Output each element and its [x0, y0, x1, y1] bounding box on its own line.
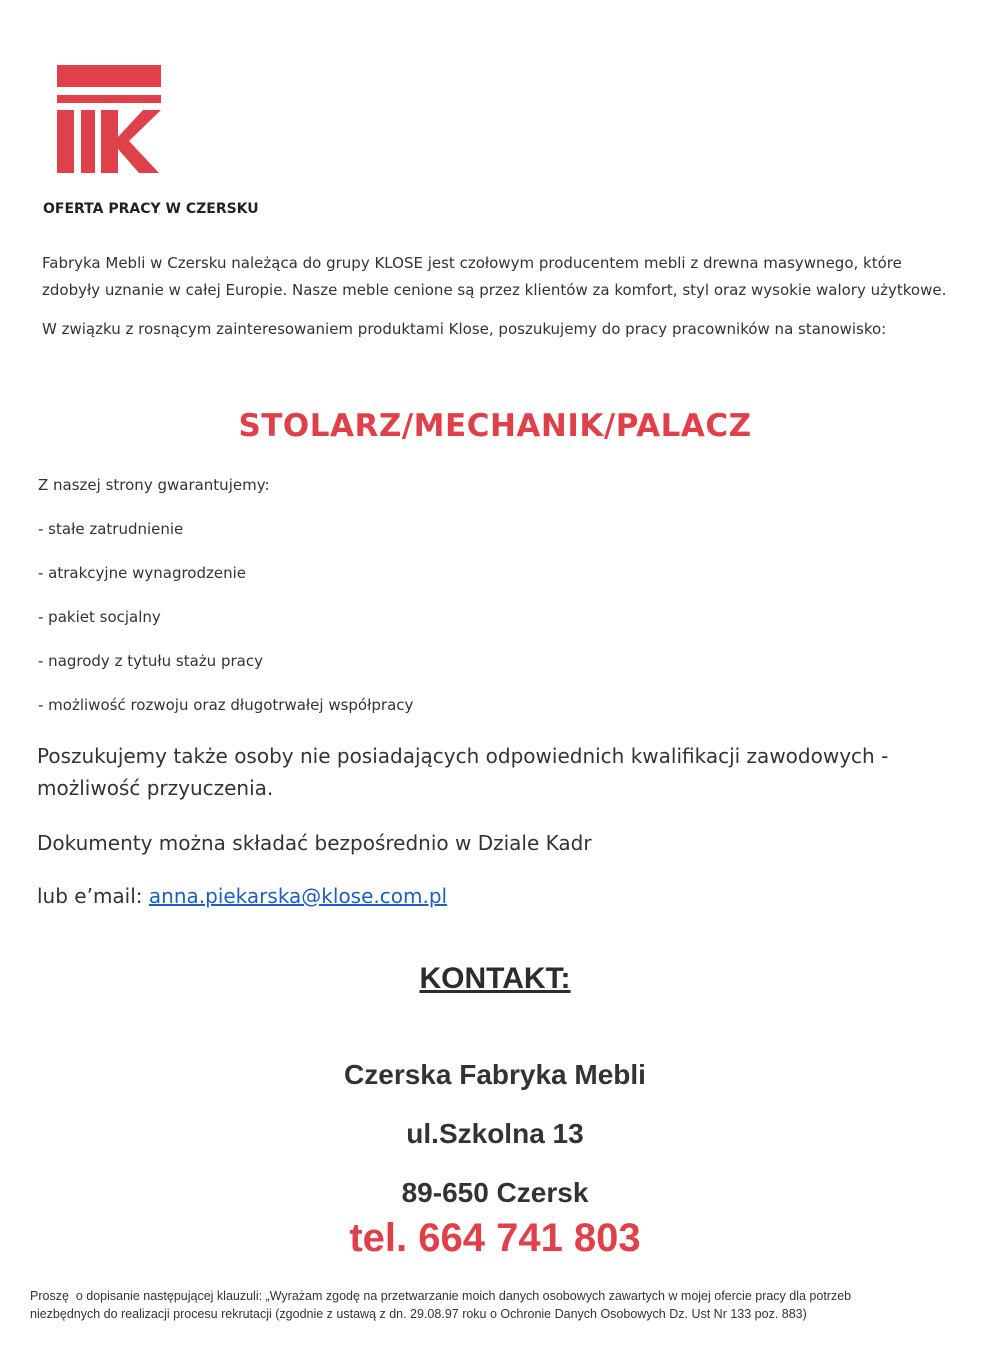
- intro-line: zdobyły uznanie w całej Europie. Nasze meble cenione są przez klientów za komfort, styl oraz wysokie walory użytkowe.: [42, 281, 947, 299]
- benefit-item: - nagrody z tytułu stażu pracy: [38, 652, 263, 670]
- documents-note: Dokumenty można składać bezpośrednio w Dziale Kadr: [37, 831, 592, 855]
- intro-paragraph: [42, 250, 946, 304]
- benefit-item: - możliwość rozwoju oraz długotrwałej współpracy: [38, 696, 414, 714]
- unqualified-line: możliwość przyuczenia.: [37, 776, 274, 800]
- benefit-item: - atrakcyjne wynagrodzenie: [38, 564, 247, 582]
- intro-line: Fabryka Mebli w Czersku należąca do grupy KLOSE jest czołowym producentem mebli z drewna masywnego, które: [42, 254, 902, 272]
- klose-logo: [57, 65, 161, 173]
- email-line: [37, 884, 447, 908]
- clause-line: niezbędnych do realizacji procesu rekrutacji (zgodnie z ustawą z dn. 29.08.97 roku o Ochronie Danych Osobowych Dz. Ust Nr 133 poz. 883): [30, 1307, 807, 1321]
- contact-heading-text: KONTAKT:: [419, 962, 571, 995]
- contact-heading: [0, 962, 990, 996]
- email-prefix: lub e’mail:: [37, 884, 149, 908]
- position-title: STOLARZ/MECHANIK/PALACZ: [238, 408, 752, 444]
- benefit-item: - stałe zatrudnienie: [38, 520, 184, 538]
- street-address: ul.Szkolna 13: [406, 1118, 584, 1149]
- consent-clause: [30, 1287, 950, 1323]
- intro-paragraph-2: W związku z rosnącym zainteresowaniem produktami Klose, poszukujemy do pracy pracowników na stanowisko:: [42, 320, 887, 338]
- email-link[interactable]: anna.piekarska@klose.com.pl: [148, 884, 448, 908]
- city-address: 89-650 Czersk: [401, 1177, 589, 1208]
- company-name: Czerska Fabryka Mebli: [344, 1059, 646, 1090]
- unqualified-line: Poszukujemy także osoby nie posiadających odpowiednich kwalifikacji zawodowych -: [37, 744, 889, 768]
- benefit-item: - pakiet socjalny: [38, 608, 161, 626]
- guarantee-lead: Z naszej strony gwarantujemy:: [38, 476, 270, 494]
- unqualified-note: [37, 740, 888, 804]
- offer-title: OFERTA PRACY W CZERSKU: [43, 201, 259, 217]
- phone-number: tel. 664 741 803: [349, 1216, 641, 1260]
- clause-line: Proszę o dopisanie następującej klauzuli: „Wyrażam zgodę na przetwarzanie moich danych osobowych zawartych w mojej ofercie pracy dla potrzeb: [30, 1289, 852, 1303]
